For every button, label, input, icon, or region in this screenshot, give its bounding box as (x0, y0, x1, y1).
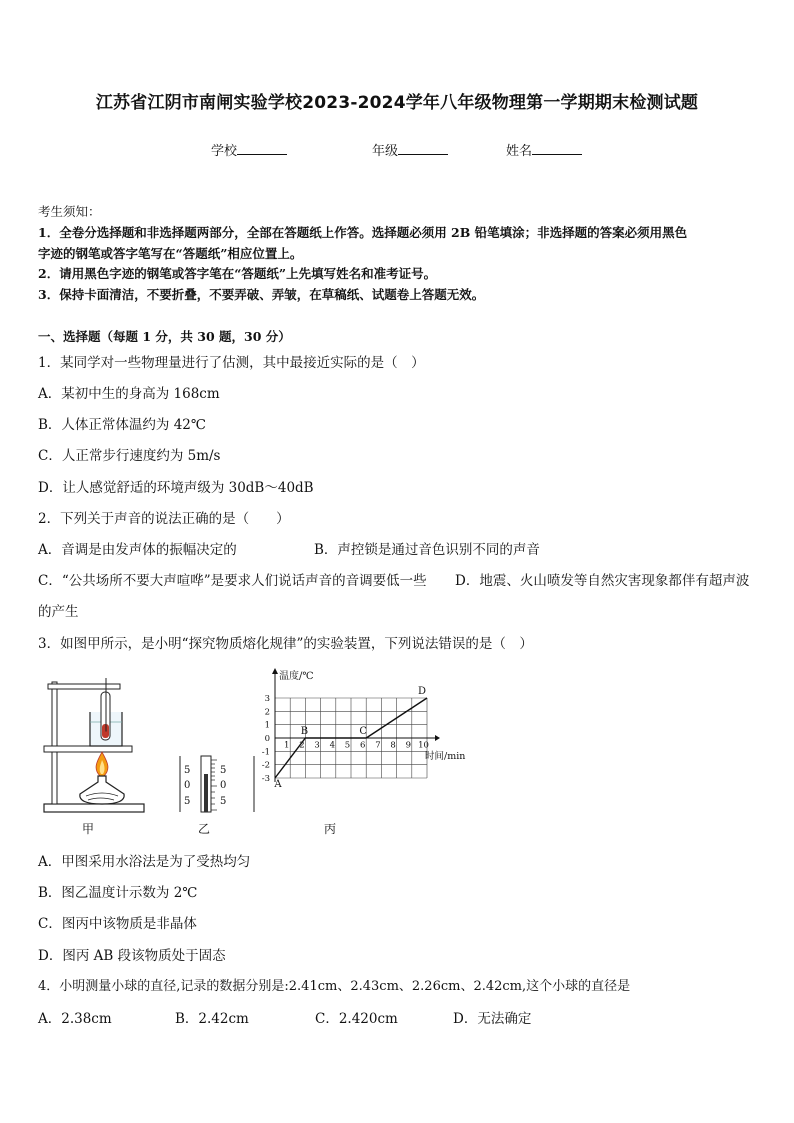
figure-jia-label: 甲 (82, 822, 95, 836)
point-label: B (300, 726, 309, 737)
question-2-stem: 2．下列关于声音的说法正确的是（ ） (38, 511, 290, 527)
q2-option-a[interactable]: A．音调是由发声体的振幅决定的 (38, 542, 237, 558)
q3-option-a[interactable]: A．甲图采用水浴法是为了受热均匀 (38, 854, 251, 870)
y-tick-label: -3 (261, 774, 270, 784)
thermo-right-label-mid: 0 (220, 780, 227, 791)
grade-field[interactable]: 年级 (372, 140, 448, 159)
y-tick-label: 2 (264, 707, 270, 718)
y-tick-label: -2 (261, 760, 270, 771)
point-label: C (359, 726, 368, 737)
page-title: 江苏省江阴市南闸实验学校2023-2024学年八年级物理第一学期期末检测试题 (95, 93, 699, 113)
x-tick-label: 9 (405, 740, 412, 751)
y-tick-label: 0 (264, 734, 270, 744)
x-tick-label: 7 (375, 740, 381, 751)
q4-option-b[interactable]: B．2.42cm (175, 1011, 249, 1027)
y-axis-label: 温度/℃ (279, 671, 314, 682)
school-field[interactable]: 学校 (211, 140, 287, 159)
y-tick-label: 3 (264, 694, 270, 704)
x-tick-label: 6 (359, 740, 366, 751)
y-tick-label: 1 (264, 720, 270, 731)
x-tick-label: 8 (390, 740, 396, 751)
point-label: A (274, 779, 282, 790)
q1-option-b[interactable]: B．人体正常体温约为 42℃ (38, 417, 206, 433)
q4-option-d[interactable]: D．无法确定 (453, 1011, 532, 1027)
figure-yi-label: 乙 (198, 822, 211, 836)
question-1-stem: 1．某同学对一些物理量进行了估测，其中最接近实际的是（ ） (38, 355, 425, 371)
notice-heading: 考生须知： (38, 204, 101, 219)
x-tick-label: 10 (418, 740, 429, 751)
figure-jia-apparatus (40, 672, 150, 817)
figure-bing-chart (255, 662, 490, 802)
x-axis-arrow (435, 735, 440, 741)
q1-option-a[interactable]: A．某初中生的身高为 168cm (38, 386, 220, 402)
notice-item: 字迹的钢笔或答字笔写在“答题纸”相应位置上。 (38, 246, 303, 261)
thermo-left-label-mid: 0 (184, 780, 191, 791)
x-axis-label: 时间/min (425, 751, 466, 762)
section-heading: 一、选择题（每题 1 分，共 30 题，30 分） (38, 329, 291, 344)
q3-option-b[interactable]: B．图乙温度计示数为 2℃ (38, 885, 198, 901)
thermo-right-label-bot: 5 (220, 796, 227, 807)
x-tick-label: 3 (314, 740, 320, 751)
q3-option-c[interactable]: C．图丙中该物质是非晶体 (38, 916, 197, 932)
q1-option-c[interactable]: C．人正常步行速度约为 5m/s (38, 448, 221, 464)
name-field[interactable]: 姓名 (506, 140, 582, 159)
q4-option-c[interactable]: C．2.420cm (315, 1011, 398, 1027)
y-axis-arrow (272, 668, 278, 674)
thermo-left-label-top: 5 (184, 765, 191, 776)
x-tick-label: 4 (329, 740, 336, 751)
q2-option-d-continued: 的产生 (38, 604, 79, 620)
y-tick-label: -1 (261, 747, 270, 758)
point-label: D (417, 686, 427, 697)
question-4-stem: 4．小明测量小球的直径,记录的数据分别是:2.41cm、2.43cm、2.26cm、2.42cm,这个小球的直径是 (38, 979, 631, 994)
question-3-stem: 3．如图甲所示，是小明“探究物质熔化规律”的实验装置，下列说法错误的是（ ） (38, 636, 533, 652)
notice-item: 2．请用黑色字迹的钢笔或答字笔在“答题纸”上先填写姓名和准考证号。 (38, 266, 437, 281)
notice-item: 1．全卷分选择题和非选择题两部分，全部在答题纸上作答。选择题必须用 2B 铅笔填涂；非选择题的答案必须用黑色 (38, 225, 688, 240)
notice-item: 3．保持卡面清洁，不要折叠，不要弄破、弄皱，在草稿纸、试题卷上答题无效。 (38, 287, 485, 302)
q3-option-d[interactable]: D．图丙 AB 段该物质处于固态 (38, 948, 226, 964)
x-tick-label: 1 (283, 740, 290, 751)
thermo-left-label-bot: 5 (184, 796, 191, 807)
q1-option-d[interactable]: D．让人感觉舒适的环境声级为 30dB～40dB (38, 480, 314, 496)
q2-option-b[interactable]: B．声控锁是通过音色识别不同的声音 (314, 542, 540, 558)
figure-bing-label: 丙 (324, 822, 337, 836)
thermo-right-label-top: 5 (220, 765, 227, 776)
x-tick-label: 5 (344, 740, 351, 751)
q4-option-a[interactable]: A．2.38cm (38, 1011, 112, 1027)
q2-option-c[interactable]: C．“公共场所不要大声喧哗”是要求人们说话声音的音调要低一些 (38, 573, 427, 589)
x-tick-label: 2 (299, 740, 305, 751)
q2-option-d[interactable]: D．地震、火山喷发等自然灾害现象都伴有超声波 (455, 573, 750, 589)
